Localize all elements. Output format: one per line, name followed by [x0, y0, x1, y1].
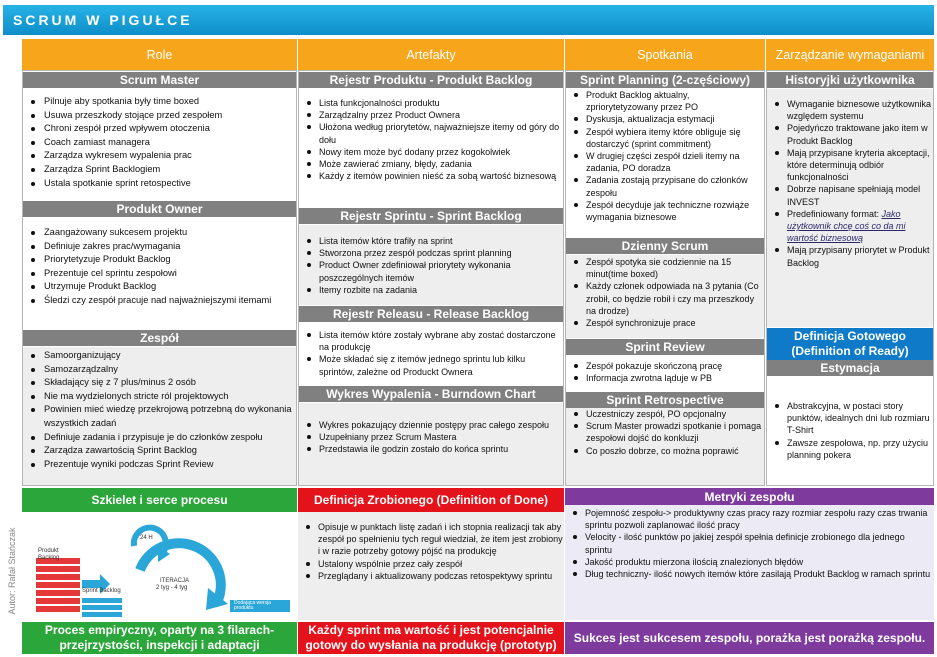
- list-item: Zarządzalny przez Product Ownera: [299, 109, 562, 121]
- list-item: Zespół pokazuje skończoną pracę: [566, 360, 763, 372]
- list-item: Wykres pokazujący dziennie postępy prac całego zespołu: [299, 419, 563, 431]
- list-item: Dyskusja, aktualizacja estymacji: [566, 113, 763, 125]
- product-backlog-label: Produkt Backlog: [38, 548, 60, 561]
- predefined-format-link[interactable]: Jako użytkownik chcę coś co da mi wartość biznesową: [787, 208, 906, 244]
- product-owner-section: [23, 226, 295, 308]
- list-item: Zespół decyduje jak techniczne rozwiąże wymagania biznesowe: [566, 199, 763, 223]
- list-item: Scrum Master prowadzi spotkanie i pomaga zespołowi dojść do konkluzji: [566, 420, 764, 444]
- process-diagram: [22, 512, 297, 620]
- list-item: Zawsze zespołowa, np. przy użyciu planning pokera: [767, 437, 932, 461]
- list-item: Nie ma wydzielonych stricte ról projektowych: [23, 390, 296, 404]
- predefined-label: Predefiniowany format:: [787, 208, 882, 219]
- sprint-review-header: Sprint Review: [566, 339, 764, 355]
- list-item: Pilnuje aby spotkania były time boxed: [23, 95, 295, 109]
- sprint-planning-header: Sprint Planning (2-częściowy): [566, 72, 764, 88]
- column-header-role: Role: [22, 39, 297, 70]
- burndown-header: Wykres Wypalenia - Burndown Chart: [299, 386, 563, 402]
- release-backlog-header: Rejestr Releasu - Release Backlog: [299, 306, 563, 322]
- list-item: Dług techniczny- ilość nowych itemów które zasilają Produkt Backlog w ramach sprintu: [565, 568, 934, 580]
- sprint-retro-header: Sprint Retrospective: [566, 392, 764, 408]
- list-item: Każdy członek odpowiada na 3 pytania (Co zrobił, co będzie robił i czy ma przeszkody na drodze): [566, 280, 764, 317]
- sprint-retro-section: [566, 408, 764, 485]
- list-item: W drugiej części zespół dzieli itemy na zadania, PO doradza: [566, 150, 763, 174]
- list-item: Lista itemów które zostały wybrane aby zostać dostarczone na produkcję: [299, 329, 562, 353]
- burndown-section: [299, 403, 563, 485]
- release-backlog-section: [299, 329, 562, 378]
- estymacja-section: [767, 400, 932, 461]
- dod-footer: Każdy sprint ma wartość i jest potencjalnie gotowy do wysłania na produkcję (prototyp): [298, 622, 564, 654]
- list-item: Velocity - ilość punktów po jakiej zespół spełnia definicje zrobionego dla jednego sprintu: [565, 531, 934, 555]
- list-item: Może składać się z itemów jednego sprintu lub kilku sprintów, zależne od Produckt Ownera: [299, 353, 562, 377]
- list-item: Prezentuje wyniki podczas Sprint Review: [23, 458, 296, 472]
- list-item: Przeglądany i aktualizowany podczas retospektywy sprintu: [298, 570, 564, 582]
- list-item: Samoorganizujący: [23, 349, 296, 363]
- historyjki-header: Historyjki użytkownika: [767, 72, 933, 88]
- page-title: SCRUM W PIGUŁCE: [13, 12, 193, 28]
- metryki-section: [565, 505, 934, 620]
- daily-scrum-section: [566, 255, 764, 338]
- list-item: Zespół synchronizuje prace: [566, 317, 764, 329]
- list-item: Zaangażowany sukcesem projektu: [23, 226, 295, 240]
- list-item: Dobrze napisane spełniają model INVEST: [767, 183, 933, 207]
- list-item: Coach zamiast managera: [23, 136, 295, 150]
- zespol-header: Zespół: [23, 330, 296, 346]
- author-label: Autor: Rafał Stańczak: [7, 527, 17, 615]
- list-item: Pojedyńczo traktowane jako item w Produkt Backlog: [767, 122, 933, 146]
- zespol-section: [23, 347, 296, 485]
- list-item: Każdy z itemów powinien nieść za sobą wartość biznesową: [299, 170, 562, 182]
- list-item: Ułożona według priorytetów, najważniejsze itemy od góry do dołu: [299, 121, 562, 145]
- dod-header: Definicja Zrobionego (Definition of Done): [298, 488, 564, 512]
- list-item: Zespół spotyka sie codziennie na 15 minut(time boxed): [566, 256, 764, 280]
- szkielet-header: Szkielet i serce procesu: [22, 488, 297, 512]
- author-label-wrap: [4, 488, 20, 654]
- dod-section: [298, 512, 564, 620]
- product-backlog-header: Rejestr Produktu - Produkt Backlog: [299, 72, 563, 88]
- list-item: Składający się z 7 plus/minus 2 osób: [23, 376, 296, 390]
- list-item: Mają przypisane kryteria akceptacji, które determinują odbiór funkcjonalności: [767, 147, 933, 184]
- list-item: Powinien mieć wiedzę przekrojową potrzebną do wykonania wszystkich zadań: [23, 403, 296, 430]
- list-item: Wymaganie biznesowe użytkownika względem systemu: [767, 98, 933, 122]
- iteracja-label: ITERACJA: [160, 578, 190, 584]
- szkielet-footer: Proces empiryczny, oparty na 3 filarach- przejrzystości, inspekcji i adaptacji: [22, 622, 297, 654]
- list-item: Lista itemów które trafiły na sprint: [299, 235, 563, 247]
- sprint-backlog-label: Sprint Backlog: [82, 588, 121, 594]
- metryki-footer: Sukces jest sukcesem zespołu, porażka jest porażką zespołu.: [565, 622, 934, 654]
- product-owner-header: Produkt Owner: [23, 201, 296, 217]
- list-item: Zadania zostają przypisane do członków zespołu: [566, 174, 763, 198]
- scrum-master-header: Scrum Master: [23, 72, 296, 88]
- list-item: Samozarządzalny: [23, 363, 296, 377]
- list-item: Stworzona przez zespół podczas sprint planning: [299, 247, 563, 259]
- list-item: Priorytetyzuje Produkt Backlog: [23, 253, 295, 267]
- list-item: Product Owner zdefiniował priorytety wykonania poszczególnych itemów: [299, 259, 563, 283]
- scrum-master-section: [23, 95, 295, 190]
- column-header-artefakty: Artefakty: [298, 39, 564, 70]
- list-item: Co poszło dobrze, co można poprawić: [566, 445, 764, 457]
- list-item: Mają przypisany priorytet w Produkt Backlog: [767, 244, 933, 268]
- sprint-backlog-section: [299, 225, 563, 305]
- historyjki-section: [767, 89, 933, 327]
- list-item: Śledzi czy zespół pracuje nad najważniejszymi itemami: [23, 294, 295, 308]
- list-item: Ustala spotkanie sprint retospective: [23, 177, 295, 191]
- definicja-gotowego-line2: (Definition of Ready): [791, 344, 909, 358]
- list-item: [767, 208, 933, 245]
- estymacja-header: Estymacja: [767, 360, 933, 376]
- list-item: Pojemność zespołu-> produktywny czas pracy razy rozmiar zespołu razy czas trwania sprintu pozwoli zaplanować ilość pracy: [565, 507, 934, 531]
- list-item: Zarządza zawartością Sprint Backlog: [23, 444, 296, 458]
- list-item: Jakość produktu mierzona ilością znalezionych błędów: [565, 556, 934, 568]
- list-item: Definiuje zakres prac/wymagania: [23, 240, 295, 254]
- list-item: Uczestniczy zespół, PO opcjonalny: [566, 408, 764, 420]
- list-item: Przedstawia ile godzin zostało do końca sprintu: [299, 443, 563, 455]
- column-header-zarzadzanie: Zarządzanie wymaganiami: [766, 39, 934, 70]
- list-item: Opisuje w punktach listę zadań i ich stopnia realizacji tak aby zespół po spełnieniu tych reguł wiedział, że item jest zrobiony i w razie potrzeby gotowy pójść na produkcję: [298, 521, 564, 558]
- list-item: Abstrakcyjna, w postaci story punktów, idealnych dni lub rozmiaru T-Shirt: [767, 400, 932, 437]
- list-item: Ustalony wspólnie przez cały zespół: [298, 558, 564, 570]
- list-item: Produkt Backlog aktualny, zpriorytetyzowany przez PO: [566, 89, 763, 113]
- list-item: Zespół wybiera itemy które obliguje się dostarczyć (sprint commitment): [566, 126, 763, 150]
- sprint-review-section: [566, 360, 763, 384]
- definicja-gotowego-header: [767, 328, 933, 360]
- list-item: Nowy item może być dodany przez kogokolwiek: [299, 146, 562, 158]
- hours-label: 24 H: [140, 535, 153, 541]
- list-item: Utrzymuje Produkt Backlog: [23, 280, 295, 294]
- product-backlog-section: [299, 97, 562, 182]
- list-item: Informacja zwrotna ląduje w PB: [566, 372, 763, 384]
- list-item: Zarządza wykresem wypalenia prac: [23, 149, 295, 163]
- list-item: Usuwa przeszkody stojące przed zespołem: [23, 109, 295, 123]
- list-item: Prezentuje cel sprintu zespołowi: [23, 267, 295, 281]
- column-header-spotkania: Spotkania: [565, 39, 765, 70]
- list-item: Może zawierać zmiany, błędy, zadania: [299, 158, 562, 170]
- list-item: Zarządza Sprint Backlogiem: [23, 163, 295, 177]
- daily-scrum-header: Dzienny Scrum: [566, 238, 764, 254]
- weeks-label: 2 tyg - 4 tyg: [156, 585, 188, 591]
- list-item: Itemy rozbite na zadania: [299, 284, 563, 296]
- list-item: Chroni zespół przed wpływem otoczenia: [23, 122, 295, 136]
- list-item: Uzupełniany przez Scrum Mastera: [299, 431, 563, 443]
- title-bar: [3, 5, 934, 35]
- sprint-backlog-stack: [82, 598, 122, 617]
- metryki-header: Metryki zespołu: [565, 488, 934, 505]
- release-label: Dodająca wersja produktu: [234, 600, 271, 611]
- list-item: Definiuje zadania i przypisuje je do członków zespołu: [23, 431, 296, 445]
- product-backlog-stack: [36, 558, 80, 612]
- sprint-planning-section: [566, 89, 763, 223]
- sprint-backlog-header: Rejestr Sprintu - Sprint Backlog: [299, 208, 563, 224]
- definicja-gotowego-line1: Definicja Gotowego: [793, 329, 906, 343]
- list-item: Lista funkcjonalności produktu: [299, 97, 562, 109]
